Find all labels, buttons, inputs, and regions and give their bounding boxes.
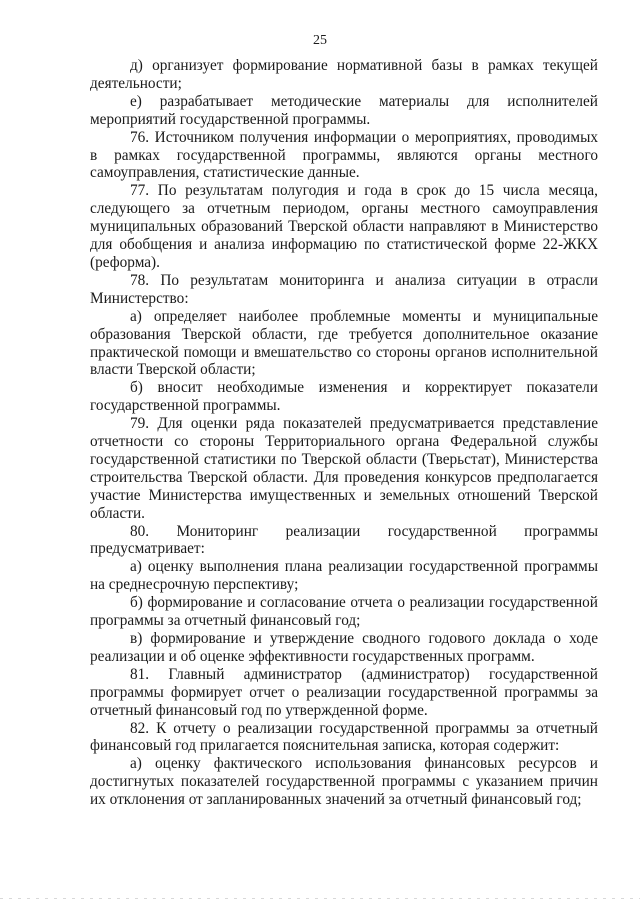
paragraph-77-reporting-terms: 77. По результатам полугодия и года в срок до 15 числа месяца, следующего за отчетным периодом, органы местного самоуправления муниципальных образований Тверской области направляют в Министерство для обобщения и анализа информацию по статистической форме 22-ЖКХ (реформа). bbox=[90, 182, 598, 271]
page-number: 25 bbox=[313, 33, 327, 48]
paragraph-82-explanatory-note: 82. К отчету о реализации государственной программы за отчетный финансовый год прилагается пояснительная записка, которая содержит: bbox=[90, 719, 598, 755]
paragraph-e-methodical-materials: е) разрабатывает методические материалы для исполнителей мероприятий государственной программы. bbox=[90, 92, 598, 128]
paragraph-80b-report-preparation: б) формирование и согласование отчета о реализации государственной программы за отчетный финансовый год; bbox=[90, 594, 598, 630]
scan-edge-artifact bbox=[0, 898, 640, 899]
paragraph-76-information-source: 76. Источником получения информации о мероприятиях, проводимых в рамках государственной программы, являются органы местного самоуправления, статистические данные. bbox=[90, 128, 598, 182]
paragraph-82a-resources-assessment: а) оценку фактического использования финансовых ресурсов и достигнутых показателей государственной программы с указанием причин их отклонения от запланированных значений за отчетный финансовый год; bbox=[90, 755, 598, 809]
paragraph-78b-program-changes: б) вносит необходимые изменения и корректирует показатели государственной программы. bbox=[90, 379, 598, 415]
paragraph-78a-problem-areas: а) определяет наиболее проблемные моменты и муниципальные образования Тверской области, где требуется дополнительное оказание практической помощи и вмешательство со стороны органов исполнительной власти Тверской области; bbox=[90, 307, 598, 379]
paragraph-80a-plan-assessment: а) оценку выполнения плана реализации государственной программы на среднесрочную перспективу; bbox=[90, 558, 598, 594]
paragraph-79-reporting-bodies: 79. Для оценки ряда показателей предусматривается представление отчетности со стороны Территориального органа Федеральной службы государственной статистики по Тверской области (Тверьстат), Министерства строительства Тверской области. Для проведения конкурсов предполагается участие Министерства имущественных и земельных отношений Тверской области. bbox=[90, 415, 598, 522]
paragraph-81-administrator-report: 81. Главный администратор (администратор) государственной программы формирует отчет о реализации государственной программы за отчетный финансовый год по утвержденной форме. bbox=[90, 665, 598, 719]
document-body bbox=[90, 57, 598, 809]
paragraph-78-monitoring-results: 78. По результатам мониторинга и анализа ситуации в отрасли Министерство: bbox=[90, 271, 598, 307]
paragraph-80c-annual-report: в) формирование и утверждение сводного годового доклада о ходе реализации и об оценке эффективности государственных программ. bbox=[90, 630, 598, 665]
paragraph-80-monitoring-contents: 80. Мониторинг реализации государственной программы предусматривает: bbox=[90, 522, 598, 558]
paragraph-d-normative-base: д) организует формирование нормативной базы в рамках текущей деятельности; bbox=[90, 57, 598, 92]
